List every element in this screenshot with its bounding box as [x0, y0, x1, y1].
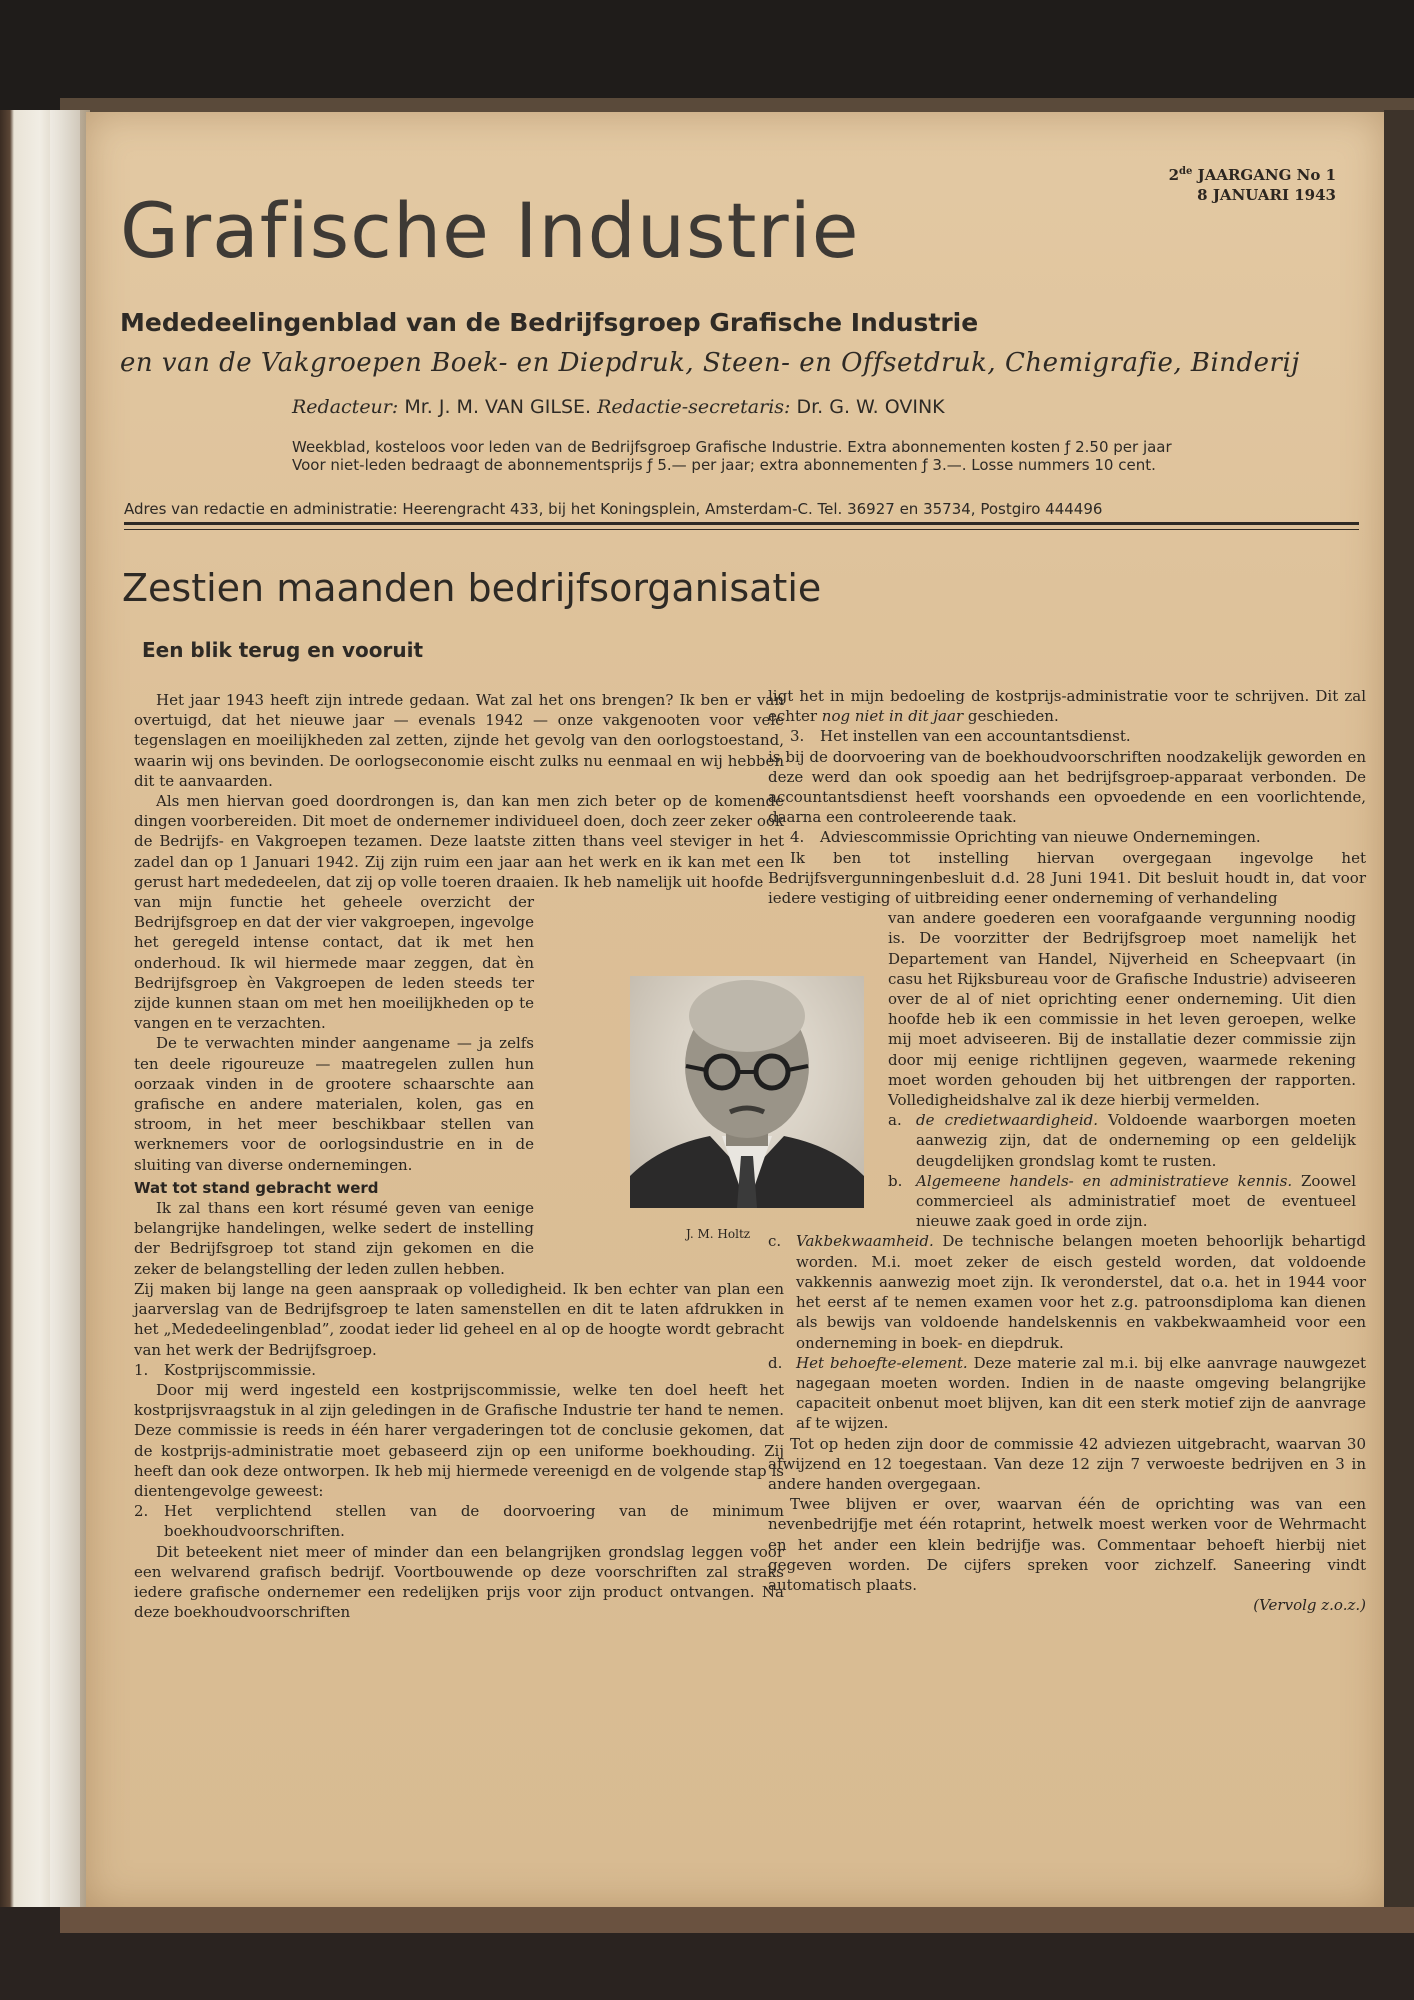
text-run: geschieden. — [963, 707, 1059, 726]
text-run: Zoowel commercieel als administratief moet de eventueel nieuwe zaak goed in orde zijn. — [916, 1171, 1356, 1231]
list-text: Het instellen van een accountantsdienst. — [820, 727, 1131, 746]
article-headline: Zestien maanden bedrijfsorganisatie — [122, 566, 822, 610]
list-letter: c. — [768, 1232, 782, 1251]
issue-volume — [1136, 162, 1336, 185]
paragraph — [768, 686, 1366, 726]
list-item — [134, 1501, 784, 1541]
newspaper-page — [86, 112, 1384, 1907]
paragraph: van andere goederen een voorafgaande vergunning noodig is. De voorzitter der Bedrijfsgroep moet namelijk het Departement van Handel, Nijverheid en Scheepvaart (in casu het Rijksbureau voor de Grafische Industrie) adviseeren over de al of niet oprichting eener onderneming. Uit dien hoofde heb ik een commissie in het leven geroepen, welke mij moet adviseeren. Bij de installatie dezer commissie zijn door mij eenige richtlijnen gegeven, waarmede rekening moet worden gehouden bij het uitbrengen der rapporten. Volledigheidshalve zal ik deze hierbij vermelden. — [888, 909, 1356, 1110]
photo-caption: J. M. Holtz — [686, 1227, 751, 1241]
list-letter: d. — [768, 1353, 783, 1372]
list-text — [916, 1110, 1356, 1171]
subscription-line-2: Voor niet-leden bedraagt de abonnementsprijs ƒ 5.— per jaar; extra abonnementen ƒ 3.—. Losse nummers 10 cent. — [292, 456, 1156, 474]
paragraph: Ik ben tot instelling hiervan overgegaan ingevolge het Bedrijfsvergunningenbesluit d.d. 28 Juni 1941. Dit besluit houdt in, dat voor iedere vestiging of uitbreiding eener onderneming of verhandeling — [768, 848, 1366, 908]
emphasis: de credietwaardigheid. — [916, 1111, 1099, 1130]
list-text — [916, 1171, 1356, 1232]
list-text: Adviescommissie Oprichting van nieuwe Ondernemingen. — [820, 828, 1261, 847]
volume-ordinal: 2 — [1168, 166, 1179, 184]
volume-suffix: de — [1179, 166, 1193, 177]
list-text: Kostprijscommissie. — [164, 1360, 316, 1379]
book-right-edge — [1384, 110, 1414, 1910]
article-column-right — [768, 686, 1366, 1615]
address-text: Adres van redactie en administratie: Heerengracht 433, bij het Koningsplein, Amsterdam-C. Tel. 36927 en 35734, Postgiro 444496 — [124, 500, 1103, 518]
list-number: 4. — [790, 828, 805, 847]
list-number: 3. — [790, 727, 805, 746]
continued-note: (Vervolg z.o.z.) — [1253, 1596, 1366, 1615]
issue-date: 8 JANUARI 1943 — [1197, 186, 1336, 204]
paragraph: Door mij werd ingesteld een kostprijscommissie, welke ten doel heeft het kostprijsvraagstuk in al zijn geledingen in de Grafische Industrie ter hand te nemen. Deze commissie is reeds in één harer vergaderingen tot de conclusie gekomen, dat de kostprijs-administratie moet gebaseerd zijn op een uniforme boekhouding. Zij heeft dan ook deze ontworpen. Ik heb mij hiermede vereenigd en de volgende stap is dientengevolge geweest: — [134, 1380, 784, 1500]
paragraph: is bij de doorvoering van de boekhoudvoorschriften noodzakelijk geworden en deze werd dan ook spoedig aan het bedrijfsgroep-apparaat verbonden. De accountantsdienst heeft voorshands een opvoedende en een voorlichtende, daarna een controleerende taak. — [768, 747, 1366, 827]
volume-rest: JAARGANG No 1 — [1197, 166, 1336, 184]
list-item — [888, 1110, 1356, 1171]
book-spine — [0, 110, 90, 2000]
list-text — [796, 1353, 1366, 1434]
list-number: 1. — [134, 1360, 149, 1379]
text-run: Voldoende waarborgen moeten aanwezig zijn, dat de onderneming op een geldelijk deugdelijken grondslag komt te rusten. — [916, 1111, 1356, 1170]
text-run: ligt het in mijn bedoeling de kostprijs-administratie voor te schrijven. Dit zal echter — [768, 687, 1366, 726]
text-run: De technische belangen moeten behoorlijk behartigd worden. M.i. moet zeker de eisch gesteld worden, dat voldoende vakkennis aanwezig moet zijn. Ik veronderstel, dat o.a. het in 1944 voor het eerst af te nemen examen voor het z.g. patroonsdiploma kan dienen als bewijs van voldoende handelskennis en vakbekwaamheid voor een onderneming in boek- en diepdruk. — [796, 1232, 1366, 1352]
paragraph: van mijn functie het geheele overzicht der Bedrijfsgroep en dat der vier vakgroepen, ingevolge het geregeld intense contact, dat ik met hen onderhoud. Ik wil hiermede maar zeggen, dat èn Bedrijfsgroep èn Vakgroepen de leden steeds ter zijde kunnen staan om met hen moeilijkheden op te vangen en te verzachten. — [134, 893, 534, 1033]
paragraph: Tot op heden zijn door de commissie 42 adviezen uitgebracht, waarvan 30 afwijzend en 12 toegestaan. Van deze 12 zijn 7 verwoeste bedrijven en 3 in andere handen overgegaan. — [768, 1434, 1366, 1493]
book-binding-top — [0, 0, 1414, 118]
secretary-name: Dr. G. W. OVINK — [796, 396, 945, 418]
section-heading: Wat tot stand gebracht werd — [134, 1178, 379, 1197]
list-number: 2. — [134, 1502, 149, 1521]
masthead-title: Grafische Industrie — [120, 186, 860, 275]
emphasis: Algemeene handels- en administratieve kennis. — [916, 1171, 1293, 1190]
emphasis: nog niet in dit jaar — [821, 707, 964, 726]
masthead-subtitle: Mededeelingenblad van de Bedrijfsgroep Grafische Industrie — [120, 308, 979, 337]
paragraph: Het jaar 1943 heeft zijn intrede gedaan. Wat zal het ons brengen? Ik ben er van overtuigd, dat het nieuwe jaar — evenals 1942 — onze vakgenooten voor vele tegenslagen en moeilijkheden zal zetten, zijnde het gevolg van den oorlogstoestand, waarin wij ons bevinden. De oorlogseconomie eischt zulks nu eenmaal en wij hebben dit te aanvaarden. — [134, 691, 784, 790]
emphasis: Vakbekwaamheid. — [796, 1232, 934, 1251]
editor-label: Redacteur: — [292, 396, 399, 418]
secretary-label: Redactie-secretaris: — [597, 396, 791, 418]
subscription-line-1: Weekblad, kosteloos voor leden van de Bedrijfsgroep Grafische Industrie. Extra abonnementen kosten ƒ 2.50 per jaar — [292, 438, 1172, 456]
paragraph: Zij maken bij lange na geen aanspraak op volledigheid. Ik ben echter van plan een jaarverslag van de Bedrijfsgroep te laten samenstellen en dit te laten afdrukken in het „Mededeelingenblad”, zoodat ieder lid geheel en al op de hoogte wordt gebracht van het werk der Bedrijfsgroep. — [134, 1279, 784, 1359]
list-text — [796, 1231, 1366, 1352]
list-text: Het verplichtend stellen van de doorvoering van de minimum boekhoudvoorschriften. — [164, 1502, 784, 1541]
article-subheadline: Een blik terug en vooruit — [142, 638, 424, 662]
list-item — [888, 1171, 1356, 1232]
vakgroepen-line: en van de Vakgroepen Boek- en Diepdruk, Steen- en Offsetdruk, Chemigrafie, Binderij — [120, 348, 1300, 378]
paragraph: Ik zal thans een kort résumé geven van eenige belangrijke handelingen, welke sedert de instelling der Bedrijfsgroep tot stand zijn gekomen en die zeker de belangstelling der leden zullen hebben. — [134, 1199, 534, 1278]
emphasis: Het behoefte-element. — [796, 1353, 968, 1372]
list-item — [790, 726, 1366, 746]
paragraph: Dit beteekent niet meer of minder dan een belangrijken grondslag leggen voor een welvarend grafisch bedrijf. Voortbouwende op deze voorschriften zal straks iedere grafische ondernemer een redelijken prijs voor zijn product ontvangen. Na deze boekhoudvoorschriften — [134, 1542, 784, 1622]
list-letter: a. — [888, 1111, 902, 1130]
paragraph: De te verwachten minder aangename — ja zelfs ten deele rigoureuze — maatregelen zullen hun oorzaak vinden in de grootere schaarschte aan grafische en andere materialen, kolen, gas en stroom, in het meer beschikbaar stellen van werknemers voor de oorlogsindustrie en in de sluiting van diverse ondernemingen. — [134, 1034, 534, 1174]
list-item — [768, 1231, 1366, 1352]
editor-name: Mr. J. M. VAN GILSE. — [404, 396, 592, 418]
book-binding-bottom — [0, 1907, 1414, 2000]
list-item — [790, 827, 1366, 847]
list-letter: b. — [888, 1171, 903, 1190]
binding-cloth — [60, 1907, 1414, 1933]
address-rule — [124, 529, 1359, 530]
subscription-info — [292, 438, 1352, 474]
list-item — [134, 1360, 784, 1380]
issue-info — [1136, 162, 1336, 205]
editorial-staff — [292, 396, 945, 418]
spine-tape — [50, 110, 80, 2000]
paragraph: Als men hiervan goed doordrongen is, dan kan men zich beter op de komende dingen voorbereiden. Dit moet de ondernemer individueel doen, doch zeer zeker ook de Bedrijfs- en Vakgroepen tezamen. Deze laatste zitten thans veel steviger in het zadel dan op 1 Januari 1942. Zij zijn ruim een jaar aan het werk en ik kan met een gerust hart mededeelen, dat zij op volle toeren draaien. Ik heb namelijk uit hoofde — [134, 792, 784, 891]
text-run: Deze materie zal m.i. bij elke aanvrage nauwgezet nagegaan moeten worden. Indien in de naaste omgeving belangrijke capaciteit onbenut moet blijven, kan dit een sterk motief zijn de aanvrage af te wijzen. — [796, 1353, 1367, 1433]
address-line — [124, 500, 1359, 525]
paragraph: Twee blijven er over, waarvan één de oprichting was van een nevenbedrijfje met één rotaprint, hetwelk moest werken voor de Wehrmacht en het ander een klein bedrijfje was. Commentaar behoeft hierbij niet gegeven worden. De cijfers spreken voor zichzelf. Saneering vindt automatisch plaats. — [768, 1495, 1366, 1594]
list-item — [768, 1353, 1366, 1434]
